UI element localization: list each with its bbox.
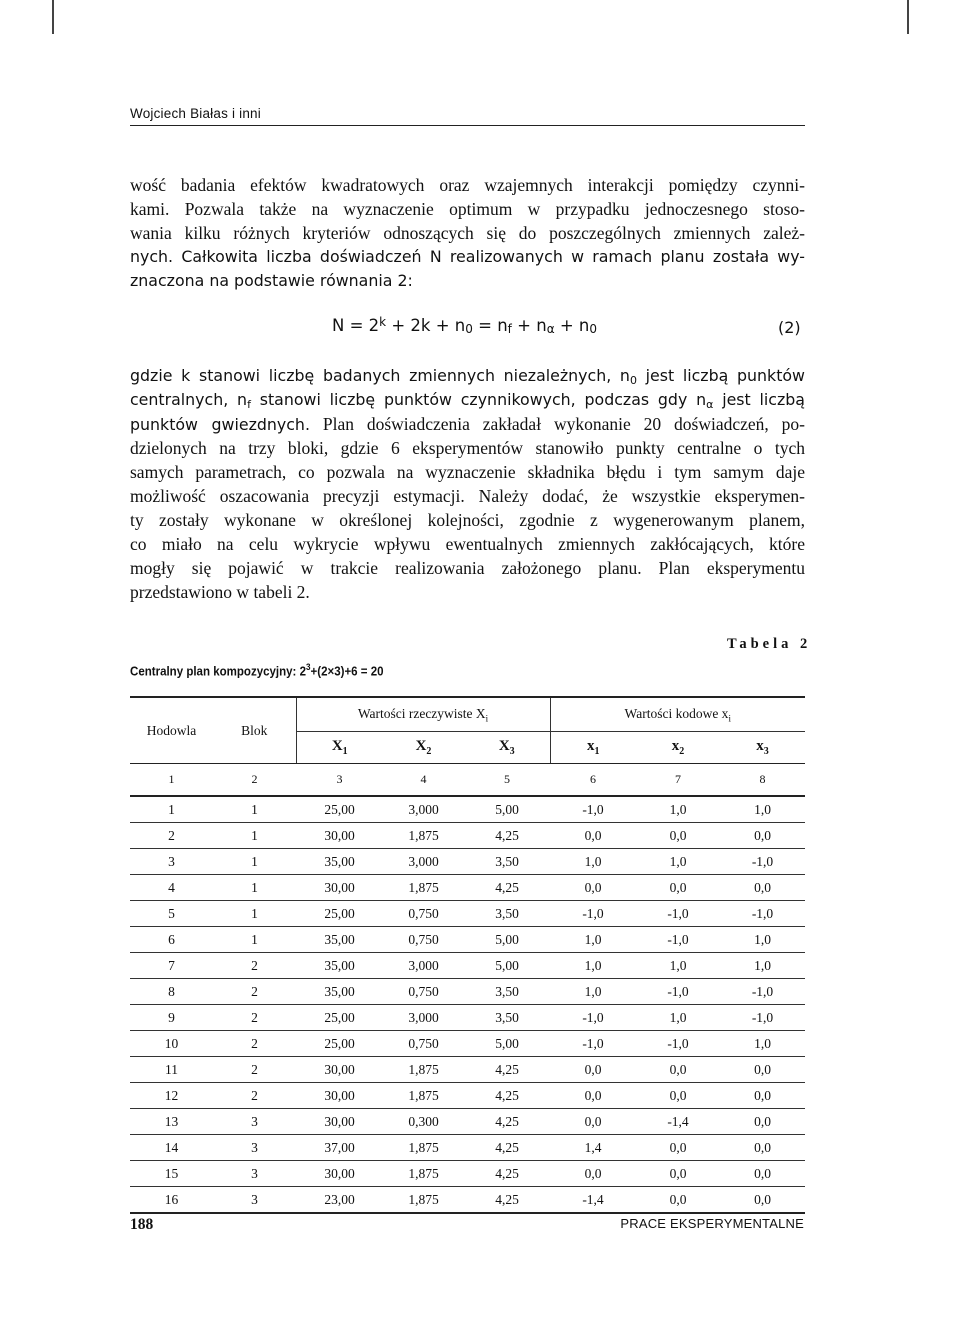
crop-mark-left <box>52 0 54 34</box>
header-X2: $X_2$ <box>383 732 464 764</box>
table-cell: 1,0 <box>720 796 805 823</box>
table-cell: 1 <box>213 823 296 849</box>
table-cell: 0,0 <box>720 1187 805 1214</box>
table-cell: 0,300 <box>383 1109 464 1135</box>
table-cell: 4,25 <box>464 875 550 901</box>
table-cell: 30,00 <box>296 823 383 849</box>
header-blok: Blok <box>213 697 296 764</box>
table-cell: -1,0 <box>550 796 636 823</box>
table-cell: 15 <box>130 1161 213 1187</box>
table-cell: -1,0 <box>636 901 720 927</box>
table-cell: 1,4 <box>550 1135 636 1161</box>
table-cell: 37,00 <box>296 1135 383 1161</box>
table-cell: 5,00 <box>464 953 550 979</box>
table-cell: 0,0 <box>636 823 720 849</box>
text-line: centralnych, nf stanowi liczbę punktów czynnikowych, podczas gdy nα jest liczbą <box>130 390 805 411</box>
table-cell: 4,25 <box>464 1109 550 1135</box>
table-cell: 4,25 <box>464 1161 550 1187</box>
table-cell: 0,750 <box>383 979 464 1005</box>
table-cell: 10 <box>130 1031 213 1057</box>
table-cell: 13 <box>130 1109 213 1135</box>
header-x3: $x_3$ <box>720 732 805 764</box>
table-cell: 1,875 <box>383 1057 464 1083</box>
text-line: przedstawiono w tabeli 2. <box>130 582 310 602</box>
table-label: Tabela 2 <box>727 636 812 652</box>
table-cell: 1 <box>213 849 296 875</box>
column-number: 6 <box>550 764 636 797</box>
table-cell: -1,4 <box>636 1109 720 1135</box>
table-cell: 1,875 <box>383 1187 464 1214</box>
equation-2: $N = 2^k + 2k + n_0 = n_f + n_\alpha + n_0$ <box>332 315 598 336</box>
header-x2: $x_2$ <box>636 732 720 764</box>
table-cell: 0,0 <box>550 1109 636 1135</box>
table-cell: 1 <box>213 901 296 927</box>
table-cell: 2 <box>213 1083 296 1109</box>
table-cell: 3,50 <box>464 979 550 1005</box>
table-cell: 1,875 <box>383 1083 464 1109</box>
header-rule <box>130 125 805 126</box>
table-row <box>130 1135 805 1161</box>
text-line: gdzie k stanowi liczbę badanych zmiennych niezależnych, n0 jest liczbą punktów <box>130 366 805 387</box>
table-cell: 7 <box>130 953 213 979</box>
table-cell: 3,000 <box>383 849 464 875</box>
table-cell: 0,0 <box>636 1057 720 1083</box>
table-cell: 35,00 <box>296 979 383 1005</box>
table-cell: 2 <box>213 979 296 1005</box>
table-cell: 4,25 <box>464 1187 550 1214</box>
table-row <box>130 927 805 953</box>
text-line: znaczona na podstawie równania 2: <box>130 271 413 290</box>
running-head: Wojciech Białas i inni <box>130 106 261 121</box>
table-cell: -1,0 <box>636 1031 720 1057</box>
table-cell: 1,0 <box>550 953 636 979</box>
table-cell: 2 <box>130 823 213 849</box>
table-cell: 16 <box>130 1187 213 1214</box>
table-row <box>130 1057 805 1083</box>
table-cell: -1,0 <box>720 901 805 927</box>
table-cell: 0,0 <box>720 1057 805 1083</box>
table-cell: 3 <box>213 1161 296 1187</box>
table-cell: 12 <box>130 1083 213 1109</box>
table-cell: 0,0 <box>636 1187 720 1214</box>
text-line: mogły się pojawić w trakcie realizowania założonego planu. Plan eksperymentu <box>130 558 805 578</box>
table-cell: 1 <box>213 927 296 953</box>
table-cell: 9 <box>130 1005 213 1031</box>
table-cell: 0,0 <box>720 1161 805 1187</box>
column-number: 1 <box>130 764 213 797</box>
header-real-values: Wartości rzeczywiste $X_i$ <box>296 697 550 732</box>
table-cell: 30,00 <box>296 875 383 901</box>
column-number: 4 <box>383 764 464 797</box>
table-cell: 25,00 <box>296 901 383 927</box>
table-cell: 23,00 <box>296 1187 383 1214</box>
table-cell: 3,50 <box>464 901 550 927</box>
table-cell: 0,0 <box>720 875 805 901</box>
page-number: 188 <box>130 1216 154 1233</box>
table-cell: 8 <box>130 979 213 1005</box>
paragraph-1 <box>130 173 805 293</box>
header-hodowla: Hodowla <box>130 697 213 764</box>
table-cell: 1,0 <box>720 1031 805 1057</box>
table-cell: 35,00 <box>296 849 383 875</box>
table-cell: 0,0 <box>550 1057 636 1083</box>
table-cell: 3 <box>130 849 213 875</box>
text-line: wość badania efektów kwadratowych oraz wzajemnych interakcji pomiędzy czynni- <box>130 175 805 195</box>
column-number: 5 <box>464 764 550 797</box>
equation-number: (2) <box>778 318 801 337</box>
table-row <box>130 849 805 875</box>
text-line: możliwość oszacowania precyzji estymacji. Należy dodać, że wszystkie eksperymen- <box>130 486 805 506</box>
text-line: nych. Całkowita liczba doświadczeń N realizowanych w ramach planu została wy- <box>130 247 805 266</box>
table-cell: 3,000 <box>383 953 464 979</box>
table-cell: 4 <box>130 875 213 901</box>
table-cell: 4,25 <box>464 1057 550 1083</box>
table-cell: 2 <box>213 1005 296 1031</box>
table-cell: 3 <box>213 1187 296 1214</box>
table-row <box>130 1161 805 1187</box>
table-cell: 0,0 <box>550 875 636 901</box>
table-cell: 0,0 <box>550 1083 636 1109</box>
table-cell: 1,0 <box>636 1005 720 1031</box>
table-cell: 0,0 <box>636 1161 720 1187</box>
table-cell: 3,000 <box>383 796 464 823</box>
table-cell: 5,00 <box>464 927 550 953</box>
table-cell: 5,00 <box>464 796 550 823</box>
table-cell: 0,750 <box>383 927 464 953</box>
table-row <box>130 953 805 979</box>
table-row <box>130 1031 805 1057</box>
table-cell: 1,0 <box>636 796 720 823</box>
text-line: kami. Pozwala także na wyznaczenie optimum w przypadku jednoczesnego stoso- <box>130 199 805 219</box>
text-line: samych parametrach, co pozwala na wyznaczenie składnika błędu i tym samym daje <box>130 462 805 482</box>
table-cell: -1,0 <box>720 849 805 875</box>
table-cell: 3,50 <box>464 849 550 875</box>
table-row <box>130 979 805 1005</box>
table-cell: 0,750 <box>383 1031 464 1057</box>
table-cell: 1,0 <box>550 849 636 875</box>
text-line: punktów gwiezdnych. Plan doświadczenia zakładał wykonanie 20 doświadczeń, po- <box>130 414 805 434</box>
table-row <box>130 1187 805 1214</box>
table-cell: 1,875 <box>383 875 464 901</box>
table-cell: 1,0 <box>550 979 636 1005</box>
table-row <box>130 823 805 849</box>
table-cell: -1,0 <box>550 901 636 927</box>
table-cell: 1 <box>213 875 296 901</box>
table-cell: 2 <box>213 953 296 979</box>
table-cell: -1,0 <box>636 927 720 953</box>
crop-mark-right <box>907 0 909 34</box>
header-coded-values: Wartości kodowe $x_i$ <box>550 697 805 732</box>
table-cell: -1,0 <box>550 1005 636 1031</box>
table-row <box>130 1083 805 1109</box>
table-title: Centralny plan kompozycyjny: $2^3+(2\times 3)+6 = 20$ <box>130 662 384 679</box>
table-cell: 30,00 <box>296 1161 383 1187</box>
table-cell: 35,00 <box>296 927 383 953</box>
table-cell: -1,0 <box>550 1031 636 1057</box>
table-cell: -1,0 <box>720 1005 805 1031</box>
table-cell: 25,00 <box>296 1031 383 1057</box>
text-line: wania kilku różnych kryteriów odnoszących się do poszczególnych zmiennych zależ- <box>130 223 805 243</box>
table-cell: 3 <box>213 1135 296 1161</box>
table-cell: 0,0 <box>550 1161 636 1187</box>
table-row <box>130 1005 805 1031</box>
column-number: 7 <box>636 764 720 797</box>
text-line: co miało na celu wykrycie wpływu ewentualnych zmiennych zakłócających, które <box>130 534 805 554</box>
table-cell: 3,000 <box>383 1005 464 1031</box>
column-number: 2 <box>213 764 296 797</box>
table-row <box>130 796 805 823</box>
table-cell: 5,00 <box>464 1031 550 1057</box>
table-cell: 1,0 <box>550 927 636 953</box>
table-cell: 4,25 <box>464 1135 550 1161</box>
table-cell: 25,00 <box>296 1005 383 1031</box>
table-cell: 0,0 <box>720 823 805 849</box>
table-cell: 1 <box>130 796 213 823</box>
table-cell: 0,0 <box>636 1083 720 1109</box>
table-cell: 0,0 <box>720 1109 805 1135</box>
paragraph-2 <box>130 364 805 604</box>
table-cell: 2 <box>213 1057 296 1083</box>
table-cell: 0,0 <box>636 1135 720 1161</box>
text-line: ty zostały wykonane w określonej kolejności, zgodnie z wygenerowanym planem, <box>130 510 805 530</box>
table-cell: 5 <box>130 901 213 927</box>
section-name: PRACE EKSPERYMENTALNE <box>620 1216 804 1231</box>
table-cell: 1,0 <box>720 927 805 953</box>
table-cell: 11 <box>130 1057 213 1083</box>
table-cell: 30,00 <box>296 1083 383 1109</box>
column-number: 3 <box>296 764 383 797</box>
header-X1: $X_1$ <box>296 732 383 764</box>
table-cell: 4,25 <box>464 823 550 849</box>
table-cell: 1,0 <box>720 953 805 979</box>
table-row <box>130 901 805 927</box>
table-cell: -1,4 <box>550 1187 636 1214</box>
header-x1: $x_1$ <box>550 732 636 764</box>
table-cell: 0,0 <box>720 1135 805 1161</box>
table-cell: 0,0 <box>720 1083 805 1109</box>
table-cell: 6 <box>130 927 213 953</box>
table-row <box>130 1109 805 1135</box>
table-cell: 1,0 <box>636 953 720 979</box>
column-number: 8 <box>720 764 805 797</box>
table-cell: 0,0 <box>636 875 720 901</box>
table-cell: 4,25 <box>464 1083 550 1109</box>
table-cell: 1,875 <box>383 1135 464 1161</box>
table-cell: -1,0 <box>636 979 720 1005</box>
text-line: dzielonych na trzy bloki, gdzie 6 eksperymentów stanowiło punkty centralne o tych <box>130 438 805 458</box>
table-cell: 0,750 <box>383 901 464 927</box>
table-cell: 14 <box>130 1135 213 1161</box>
table-row <box>130 875 805 901</box>
table-cell: 30,00 <box>296 1109 383 1135</box>
table-cell: 3 <box>213 1109 296 1135</box>
table-cell: 1,0 <box>636 849 720 875</box>
table-cell: -1,0 <box>720 979 805 1005</box>
table-cell: 30,00 <box>296 1057 383 1083</box>
table-cell: 3,50 <box>464 1005 550 1031</box>
column-number-row <box>130 764 805 797</box>
table-cell: 1 <box>213 796 296 823</box>
table-cell: 0,0 <box>550 823 636 849</box>
header-X3: $X_3$ <box>464 732 550 764</box>
table-cell: 25,00 <box>296 796 383 823</box>
table-cell: 2 <box>213 1031 296 1057</box>
table-cell: 35,00 <box>296 953 383 979</box>
experiment-plan-table <box>130 696 805 1214</box>
table-cell: 1,875 <box>383 1161 464 1187</box>
table-cell: 1,875 <box>383 823 464 849</box>
